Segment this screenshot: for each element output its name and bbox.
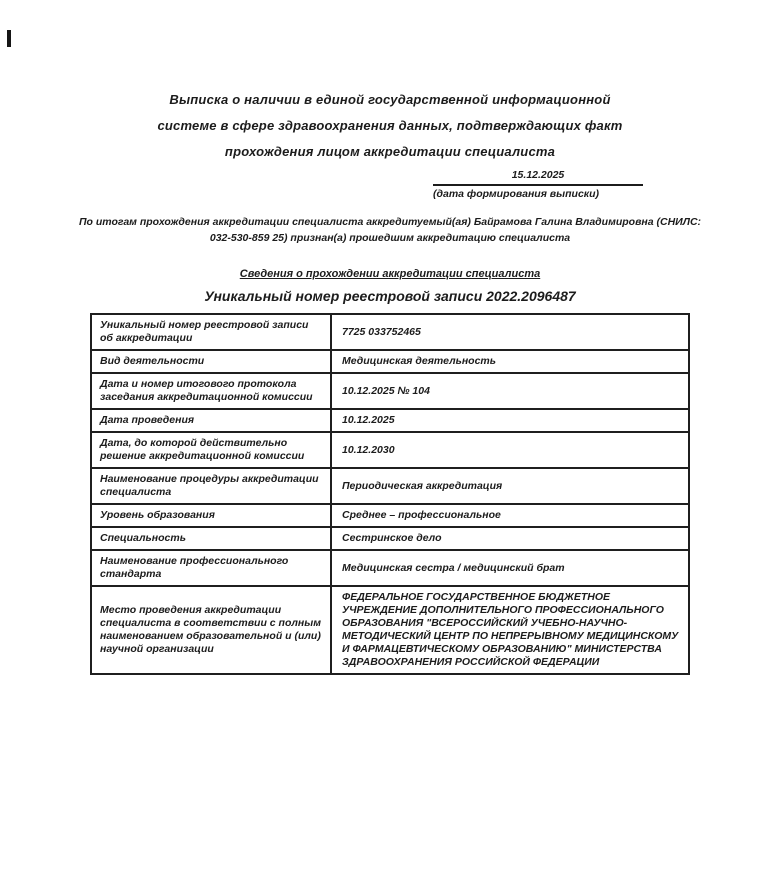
registry-number-heading: Уникальный номер реестровой записи 2022.2096487 — [204, 288, 576, 304]
table-row — [91, 586, 689, 674]
table-row-value: Периодическая аккредитация — [331, 468, 689, 504]
intro-line-2: 032-530-859 25) признан(а) прошедшим аккредитацию специалиста — [209, 232, 571, 244]
table-row-value: Медицинская деятельность — [331, 350, 689, 373]
accreditation-table-body — [91, 314, 689, 674]
title-line-3: прохождения лицом аккредитации специалиста — [224, 144, 556, 159]
table-row-value: 10.12.2025 — [331, 409, 689, 432]
formation-date-block — [433, 169, 643, 200]
table-row — [91, 527, 689, 550]
intro-paragraph — [30, 214, 750, 246]
table-row-label: Дата и номер итогового протокола заседания аккредитационной комиссии — [91, 373, 331, 409]
table-row-value: 10.12.2025 № 104 — [331, 373, 689, 409]
formation-date-caption: (дата формирования выписки) — [433, 188, 600, 200]
table-row-label: Место проведения аккредитации специалиста в соответствии с полным наименованием образовательной и (или) научной организации — [91, 586, 331, 674]
table-row — [91, 373, 689, 409]
accreditation-table — [90, 313, 690, 675]
table-row-value: 10.12.2030 — [331, 432, 689, 468]
table-row-label: Уровень образования — [91, 504, 331, 527]
table-row — [91, 550, 689, 586]
table-row-label: Наименование профессионального стандарта — [91, 550, 331, 586]
table-row-label: Вид деятельности — [91, 350, 331, 373]
table-row — [91, 409, 689, 432]
table-row — [91, 350, 689, 373]
table-row-label: Дата проведения — [91, 409, 331, 432]
table-row-label: Наименование процедуры аккредитации специалиста — [91, 468, 331, 504]
title-line-2: системе в сфере здравоохранения данных, подтверждающих факт — [157, 118, 623, 133]
table-row-value: Медицинская сестра / медицинский брат — [331, 550, 689, 586]
table-row-value: Сестринское дело — [331, 527, 689, 550]
table-row-label: Специальность — [91, 527, 331, 550]
table-row — [91, 314, 689, 350]
table-row — [91, 432, 689, 468]
table-row — [91, 504, 689, 527]
document-title — [0, 87, 780, 165]
intro-line-1: По итогам прохождения аккредитации специалиста аккредитуемый(ая) Байрамова Галина Владимировна (СНИЛС: — [78, 216, 702, 228]
table-row-label: Дата, до которой действительно решение аккредитационной комиссии — [91, 432, 331, 468]
table-row-value: ФЕДЕРАЛЬНОЕ ГОСУДАРСТВЕННОЕ БЮДЖЕТНОЕ УЧРЕЖДЕНИЕ ДОПОЛНИТЕЛЬНОГО ПРОФЕССИОНАЛЬНОГО ОБРАЗОВАНИЯ "ВСЕРОССИЙСКИЙ УЧЕБНО-НАУЧНО-МЕТОДИЧЕСКИЙ ЦЕНТР ПО НЕПРЕРЫВНОМУ МЕДИЦИНСКОМУ И ФАРМАЦЕВТИЧЕСКОМУ ОБРАЗОВАНИЮ" МИНИСТЕРСТВА ЗДРАВООХРАНЕНИЯ РОССИЙСКОЙ ФЕДЕРАЦИИ — [331, 586, 689, 674]
formation-date: 15.12.2025 — [433, 169, 643, 186]
section-heading: Сведения о прохождении аккредитации специалиста — [239, 268, 541, 280]
scan-artifact-mark — [7, 30, 11, 47]
table-row — [91, 468, 689, 504]
title-line-1: Выписка о наличии в единой государственной информационной — [169, 92, 611, 107]
table-row-label: Уникальный номер реестровой записи об аккредитации — [91, 314, 331, 350]
table-row-value: Среднее – профессиональное — [331, 504, 689, 527]
table-row-value: 7725 033752465 — [331, 314, 689, 350]
